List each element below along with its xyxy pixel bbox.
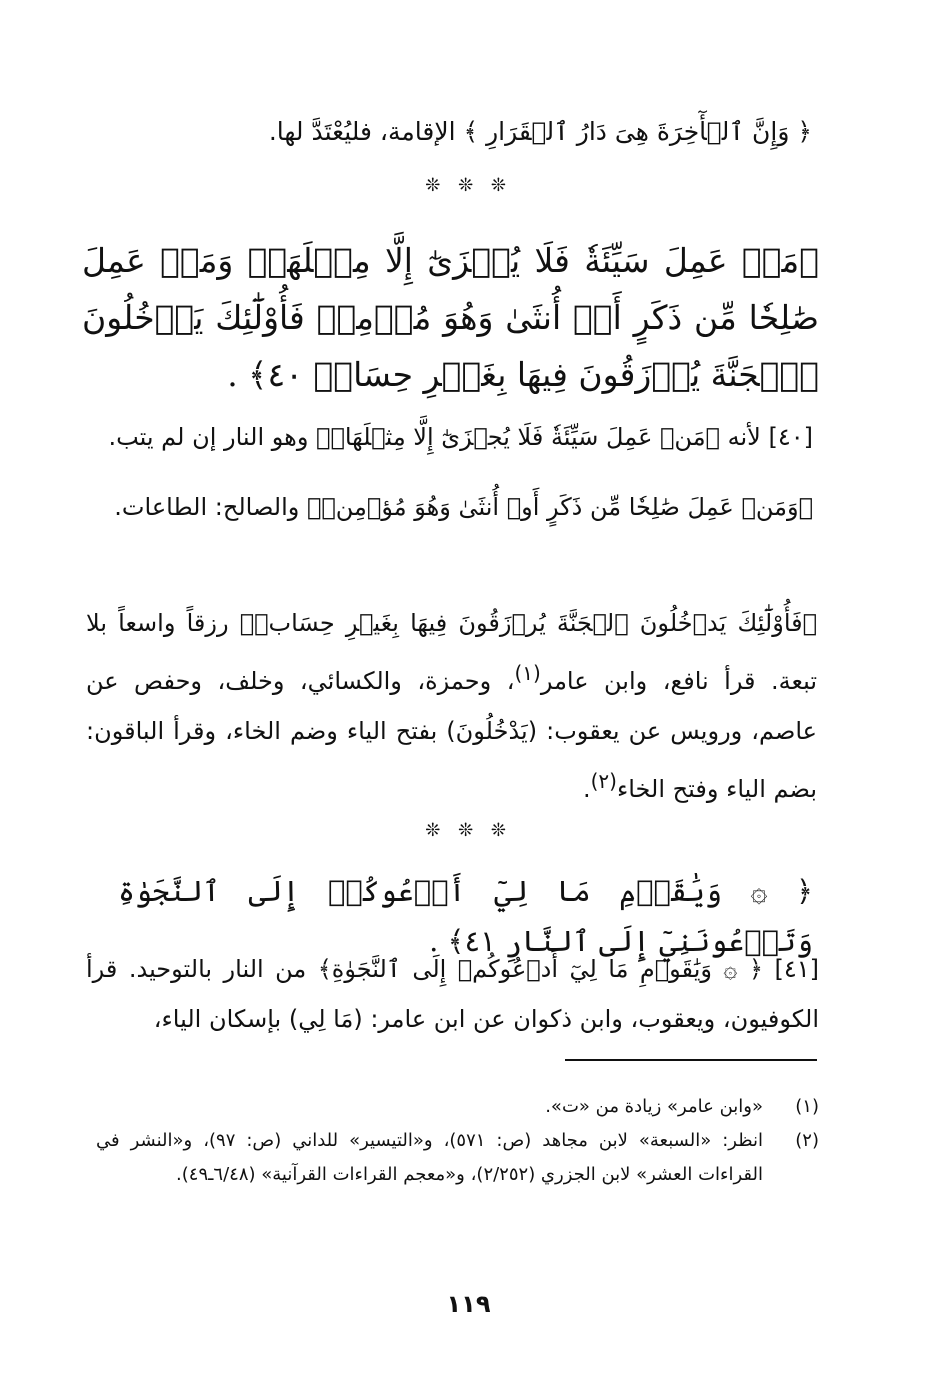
commentary-text: ، وحمزة، والكسائي، وخلف، وحفص عن عاصم، ورويس عن يعقوب: (يَدْخُلُونَ) بفتح الياء وضم الخاء، وقرأ الباقون: بضم الياء وفتح الخاء	[86, 667, 817, 803]
footnote-ref-2[interactable]: (٢)	[590, 769, 617, 793]
commentary-text: من النار بالتوحيد. قرأ الكوفيون، ويعقوب، وابن ذكوان عن ابن عامر: (مَا لِي) بإسكان الياء،	[86, 955, 819, 1033]
footnote-text: انظر: «السبعة» لابن مجاهد (ص: ٥٧١)، و«التيسير» للداني (ص: ٩٧)، و«النشر في القراءات العشر» لابن الجزري (٢/٢٥٢)، و«معجم القراءات القرآنية» (٦/٤٨ـ٤٩).	[96, 1130, 763, 1185]
commentary-40	[86, 412, 813, 462]
commentary-text: والصالح: الطاعات.	[114, 493, 307, 521]
footnotes	[96, 1090, 819, 1192]
footnote-text: «وابن عامر» زيادة من «ت».	[545, 1096, 763, 1117]
commentary-text: لأنه	[719, 423, 769, 451]
footnote-2	[96, 1124, 819, 1192]
verse-40: ﴿مَنۡ عَمِلَ سَيِّئَةٗ فَلَا يُجۡزَىٰٓ إِلَّا مِثۡلَهَاۖ وَمَنۡ عَمِلَ صَٰلِحٗا مِّن ذَكَرٍ أَوۡ أُنثَىٰ وَهُوَ مُؤۡمِنٞ فَأُوْلَٰٓئِكَ يَدۡخُلُونَ ٱلۡجَنَّةَ يُرۡزَقُونَ فِيهَا بِغَيۡرِ حِسَابٖ ٤٠﴾ .	[82, 241, 819, 394]
commentary-text: الإقامة، فليُعْتَدَّ لها.	[268, 117, 464, 146]
commentary-amal	[86, 482, 813, 532]
commentary-text: .	[582, 775, 591, 803]
verse-number: [٤١]	[774, 955, 819, 983]
quran-quote: ﴿وَمَنۡ عَمِلَ صَٰلِحٗا مِّن ذَكَرٍ أَوۡ أُنثَىٰ وَهُوَ مُؤۡمِنٞ﴾	[306, 493, 813, 521]
verse-41: ﴿ ۞ وَيَٰقَوۡمِ مَا لِيٓ أَدۡعُوكُمۡ إِلَى ٱلنَّجَوٰةِ وَتَدۡعُونَنِيٓ إِلَى ٱلنَّارِ ٤١﴾ .	[118, 874, 813, 958]
footnote-1	[96, 1090, 819, 1124]
quran-quote: ﴿مَنۡ عَمِلَ سَيِّئَةٗ فَلَا يُجۡزَىٰٓ إِلَّا مِثۡلَهَاۖ﴾	[316, 423, 720, 451]
footnote-number: (٢)	[795, 1130, 819, 1151]
footnote-number: (١)	[795, 1096, 819, 1117]
commentary-ulaika	[86, 598, 817, 814]
footnote-ref-1[interactable]: (١)	[514, 661, 541, 685]
footnote-divider	[565, 1059, 817, 1061]
page-number: ١١٩	[446, 1290, 491, 1318]
commentary-text: رزقاً واسعاً بلا تبعة. قرأ نافع، وابن عامر	[86, 609, 817, 695]
opening-line	[88, 112, 812, 152]
quran-quote: ﴿فَأُوْلَٰٓئِكَ يَدۡخُلُونَ ٱلۡجَنَّةَ يُرۡزَقُونَ فِيهَا بِغَيۡرِ حِسَابٖ﴾	[239, 609, 818, 637]
quran-quote: ﴿ وَإِنَّ ٱلۡأٓخِرَةَ هِىَ دَارُ ٱلۡقَرَارِ ﴾	[463, 117, 812, 146]
section-separator: ❊ ❊ ❊	[425, 175, 512, 196]
section-separator: ❊ ❊ ❊	[425, 820, 512, 841]
commentary-text: وهو النار إن لم يتب.	[108, 423, 317, 451]
quran-quote: ﴿ ۞ وَيَٰقَوۡمِ مَا لِيٓ أَدۡعُوكُمۡ إِلَى ٱلنَّجَوٰةِ﴾	[317, 955, 775, 983]
commentary-41	[86, 944, 819, 1044]
verse-number: [٤٠]	[768, 423, 813, 451]
